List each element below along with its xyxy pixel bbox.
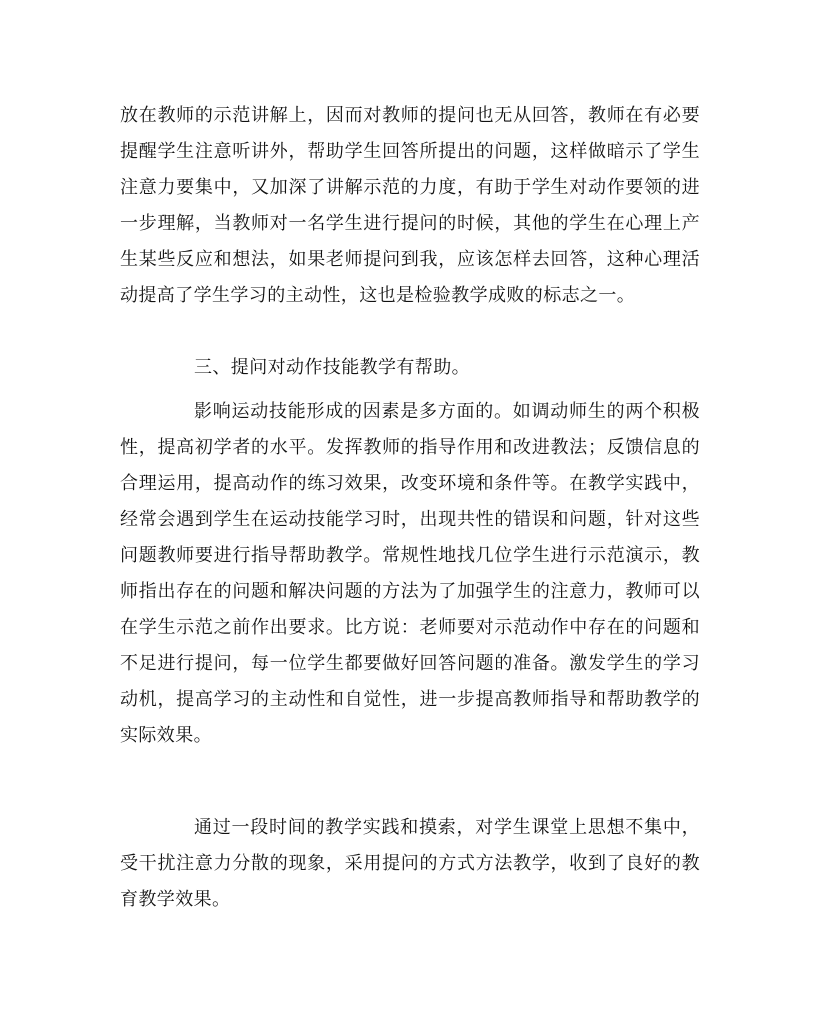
paragraph-line: 动机，提高学习的主动性和自觉性，进一步提高教师指导和帮助教学的 — [120, 689, 700, 710]
paragraph-line: 合理运用，提高动作的练习效果，改变环境和条件等。在教学实践中， — [120, 473, 700, 494]
paragraph-line: 师指出存在的问题和解决问题的方法为了加强学生的注意力，教师可以 — [120, 581, 700, 602]
paragraph-line: 注意力要集中，又加深了讲解示范的力度，有助于学生对动作要领的进 — [120, 177, 700, 198]
section-heading: 三、提问对动作技能教学有帮助。 — [194, 357, 470, 378]
paragraph-line: 受干扰注意力分散的现象，采用提问的方式方法教学，收到了良好的教 — [120, 853, 700, 874]
paragraph-line: 通过一段时间的教学实践和摸索，对学生课堂上思想不集中， — [194, 817, 700, 838]
paragraph-line: 在学生示范之前作出要求。比方说：老师要对示范动作中存在的问题和 — [120, 617, 700, 638]
paragraph-3 — [120, 810, 700, 918]
paragraph-line: 一步理解，当教师对一名学生进行提问的时候，其他的学生在心理上产 — [120, 213, 700, 234]
paragraph-line: 经常会遇到学生在运动技能学习时，出现共性的错误和问题，针对这些 — [120, 509, 700, 530]
paragraph-1 — [120, 98, 700, 314]
paragraph-line: 不足进行提问，每一位学生都要做好回答问题的准备。激发学生的学习 — [120, 653, 700, 674]
paragraph-line: 实际效果。 — [120, 725, 212, 746]
paragraph-2 — [120, 394, 700, 754]
paragraph-line: 提醒学生注意听讲外，帮助学生回答所提出的问题，这样做暗示了学生 — [120, 141, 700, 162]
section-heading-3 — [120, 350, 700, 386]
paragraph-line: 影响运动技能形成的因素是多方面的。如调动师生的两个积极 — [194, 401, 700, 422]
paragraph-line: 性，提高初学者的水平。发挥教师的指导作用和改进教法；反馈信息的 — [120, 437, 700, 458]
paragraph-line: 生某些反应和想法，如果老师提问到我，应该怎样去回答，这种心理活 — [120, 249, 700, 270]
paragraph-line: 动提高了学生学习的主动性，这也是检验教学成败的标志之一。 — [120, 285, 636, 306]
paragraph-line: 育教学效果。 — [120, 889, 231, 910]
paragraph-line: 放在教师的示范讲解上，因而对教师的提问也无从回答，教师在有必要 — [120, 105, 700, 126]
paragraph-line: 问题教师要进行指导帮助教学。常规性地找几位学生进行示范演示，教 — [120, 545, 700, 566]
